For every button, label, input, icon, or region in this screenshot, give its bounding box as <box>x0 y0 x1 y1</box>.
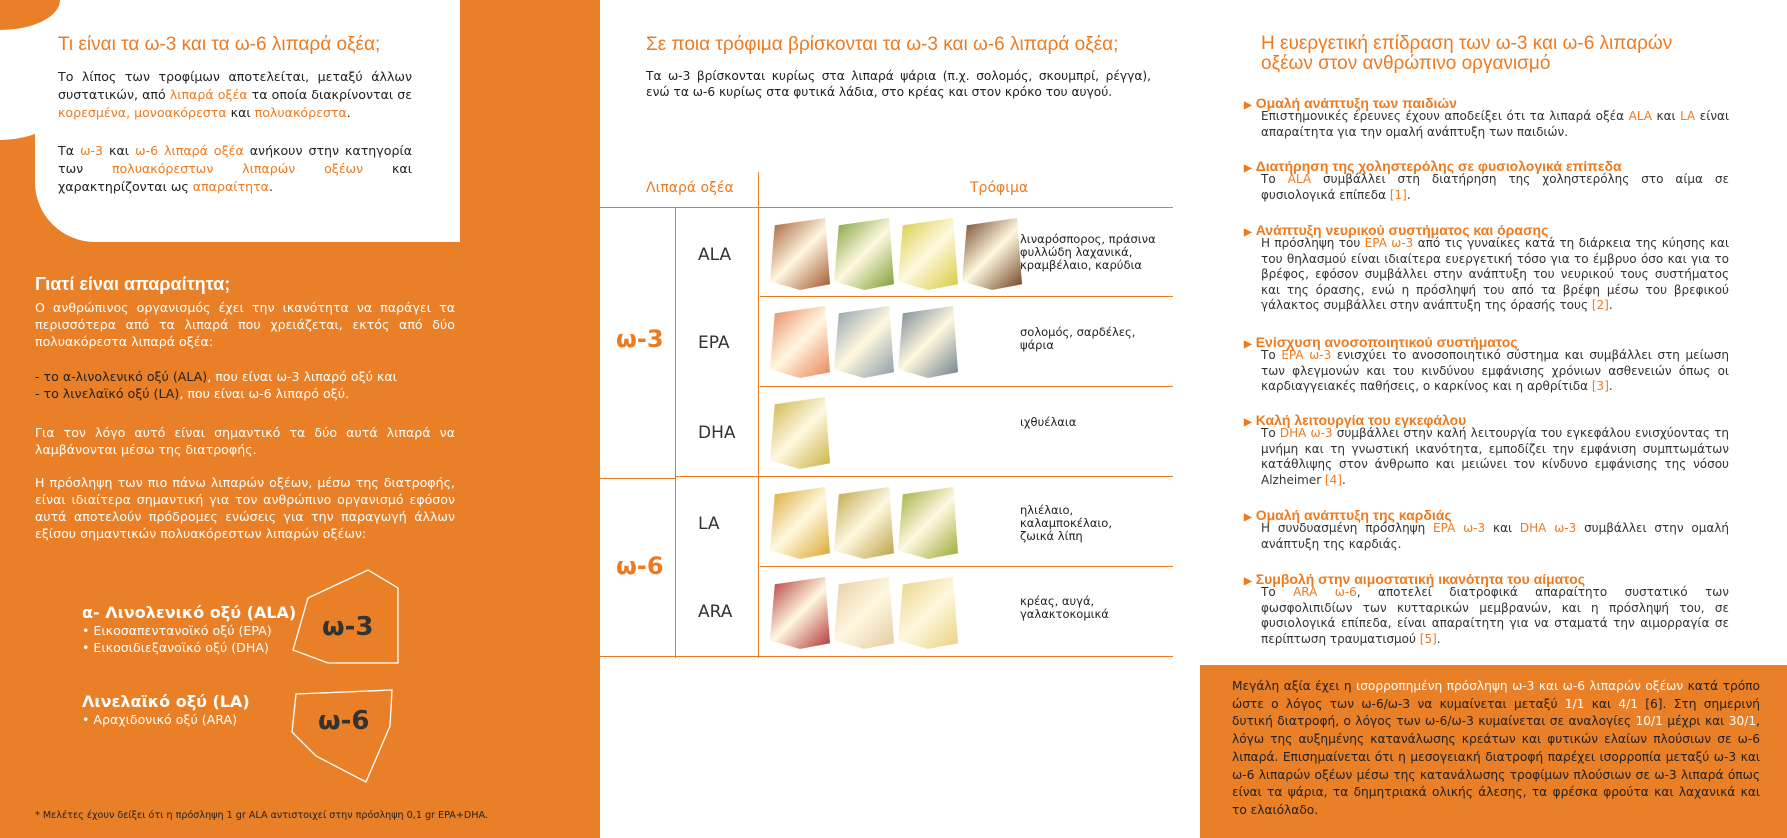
benefit-text: Το ARA ω-6, αποτελεί διατροφικά απαραίτητο συστατικό των φωσφολιπιδίων των κυτταρικών μεμβρανών, και η πρόσληψή του, σε φυσιολογικά επίπεδα, είναι απαραίτητη για να σταματά την αιμορραγία σε περίπτωση τραυματισμού [5]. <box>1261 585 1729 646</box>
bullet-icon: ▶ <box>1244 227 1252 238</box>
table-line <box>760 386 1173 387</box>
food-line: ιχθυέλαια <box>1020 415 1077 429</box>
food-line: καλαμποκέλαιο, <box>1020 516 1112 530</box>
table-line <box>758 172 759 658</box>
benefit-title: ▶ Ενίσχυση ανοσοποιητικού συστήματος <box>1244 334 1518 350</box>
food-image <box>834 218 894 290</box>
benefit-text: Η πρόσληψη του EPA ω-3 από τις γυναίκες κατά τη διάρκεια της κύησης και του θηλασμού είναι ιδιαίτερα ευεργετική τόσο για το έμβρυο όσο και για το βρέφος, εφόσον συμβάλλει στην ανάπτυξη του νευρικού τους συστήματος και της όρασης, ενώ η πρόσληψή του από τα βρέφη μέσω του βρεφικού γάλακτος συμβάλλει στην ανάπτυξη της όρασής τους [2]. <box>1261 236 1729 312</box>
acid-la: LA <box>698 514 720 534</box>
epa-item: • Εικοσαπεντανοϊκό οξύ (EPA) <box>82 623 272 638</box>
table-line <box>600 478 675 479</box>
foods-ala <box>1020 233 1156 272</box>
food-image <box>898 306 958 378</box>
table-line <box>760 296 1173 297</box>
food-line: ηλιέλαιο, <box>1020 503 1074 517</box>
food-image <box>898 218 958 290</box>
bullet-icon: ▶ <box>1244 163 1252 174</box>
bullet-icon: ▶ <box>1244 417 1252 428</box>
omega3-label: ω-3 <box>322 612 374 642</box>
benefit-title: ▶ Διατήρηση της χοληστερόλης σε φυσιολογικά επίπεδα <box>1244 158 1622 174</box>
images-ala <box>770 218 1022 290</box>
middle-title: Σε ποια τρόφιμα βρίσκονται τα ω-3 και ω-6 λιπαρά οξέα; <box>646 34 1119 55</box>
right-panel <box>1200 0 1787 838</box>
group-omega3: ω-3 <box>616 325 664 353</box>
why-paragraph-3: Η πρόσληψη των πιο πάνω λιπαρών οξέων, μέσω της διατροφής, είναι ιδιαίτερα σημαντική για τον ανθρώπινο οργανισμό εφόσον αυτά αποτελούν πρόδρομες ενώσεις για την παραγωγή άλλων εξίσου σημαντικών πολυακόρεστων λιπαρών οξέων: <box>35 475 455 541</box>
table-line <box>600 656 1173 657</box>
benefit-text: Επιστημονικές έρευνες έχουν αποδείξει ότι τα λιπαρά οξέα ALA και LA είναι απαραίτητα για την ομαλή ανάπτυξη των παιδιών. <box>1261 109 1730 139</box>
middle-intro: Τα ω-3 βρίσκονται κυρίως στα λιπαρά ψάρια (π.χ. σολομός, σκουμπρί, ρέγγα), ενώ τα ω-6 κυρίως στα φυτικά λάδια, στο κρέας και στον κρόκο του αυγού. <box>646 69 1151 99</box>
food-line: ζωικά λίπη <box>1020 529 1083 543</box>
benefit-text: Το DHA ω-3 συμβάλλει στην καλή λειτουργία του εγκεφάλου ενισχύοντας τη μνήμη και τη γνωστική ικανότητα, εμποδίζει την εμφάνιση συμπτωμάτων κατάθλιψης στον άνθρωπο και μειώνει τον κίνδυνο εμφάνισης της νόσου Alzheimer [4]. <box>1261 426 1729 487</box>
bottom-summary-text: Μεγάλη αξία έχει η ισορροπημένη πρόσληψη ω-3 και ω-6 λιπαρών οξέων κατά τρόπο ώστε ο λόγος των ω-6/ω-3 να κυμαίνεται μεταξύ 1/1 και 4/1 [6]. Στη σημερινή δυτική διατροφή, ο λόγος των ω-6/ω-3 κυμαίνεται σε αναλογίες 10/1 μέχρι και 30/1, λόγω της αυξημένης κατανάλωσης κρεάτων και φυτικών ελαίων πλούσιων σε ω-6 λιπαρά. Επισημαίνεται ότι η μεσογειακή διατροφή παρέχει ισορροπία μεταξύ ω-3 και ω-6 λιπαρών οξέων μέσω της κατανάλωσης τροφίμων πλούσιων σε ω-3 λιπαρά όπως είναι τα ψάρια, τα δημητριακά ολικής άλεσης, τα φρέσκα φρούτα και λαχανικά και το ελαιόλαδο. <box>1232 679 1760 817</box>
acid-ara: ARA <box>698 602 733 622</box>
table-line <box>760 566 1173 567</box>
bullet-icon: ▶ <box>1244 339 1252 350</box>
benefit-title: ▶ Ομαλή ανάπτυξη των παιδιών <box>1244 95 1457 111</box>
left-paragraph-2: Τα ω-3 και ω-6 λιπαρά οξέα ανήκουν στην κατηγορία των πολυακόρεστων λιπαρών οξέων και χαρακτηρίζονται ως απαραίτητα. <box>58 143 413 194</box>
left-panel <box>0 0 600 838</box>
table-line <box>675 208 676 658</box>
right-title-line-1: Η ευεργετική επίδραση των ω-3 και ω-6 λιπαρών <box>1261 33 1673 54</box>
bottom-summary-box <box>1200 665 1787 838</box>
acid-epa: EPA <box>698 333 730 353</box>
acid-ala: ALA <box>698 245 732 265</box>
food-line: λιναρόσπορος, πράσινα <box>1020 232 1156 246</box>
why-title: Γιατί είναι απαραίτητα; <box>35 274 231 294</box>
col-header-fats: Λιπαρά οξέα <box>646 180 734 196</box>
food-image <box>770 577 830 649</box>
footnote: * Μελέτες έχουν δείξει ότι η πρόσληψη 1 gr ALA αντιστοιχεί στην πρόσληψη 0,1 gr EPA+DHA. <box>35 810 488 821</box>
food-image <box>770 487 830 559</box>
food-line: κρέας, αυγά, <box>1020 594 1095 608</box>
table-line <box>675 476 1173 477</box>
food-image <box>898 487 958 559</box>
food-image <box>834 306 894 378</box>
food-line: σολομός, σαρδέλες, <box>1020 325 1136 339</box>
left-paragraph-1: Το λίπος των τροφίμων αποτελείται, μεταξύ άλλων συστατικών, από λιπαρά οξέα τα οποία διακρίνονται σε κορεσμένα, μονοακόρεστα και πολυακόρεστα. <box>58 69 413 120</box>
right-title <box>1261 34 1672 74</box>
benefit-text: Το EPA ω-3 ενισχύει το ανοσοποιητικό σύστημα και συμβάλλει στη μείωση των φλεγμονών και του κινδύνου εμφάνισης χρόνιων ασθενειών όπως οι καρδιαγγειακές παθήσεις, ο καρκίνος και η αρθρίτιδα [3]. <box>1261 348 1729 393</box>
food-image <box>898 577 958 649</box>
bullet-icon: ▶ <box>1244 576 1252 587</box>
acid-dha: DHA <box>698 423 736 443</box>
la-name: Λινελαϊκό οξύ (LA) <box>82 692 250 711</box>
benefit-title: ▶ Ομαλή ανάπτυξη της καρδιάς <box>1244 507 1452 523</box>
bullet-icon: ▶ <box>1244 100 1252 111</box>
images-la <box>770 487 958 559</box>
food-line: ψάρια <box>1020 338 1054 352</box>
foods-la <box>1020 504 1112 543</box>
why-paragraph-1: Ο ανθρώπινος οργανισμός έχει την ικανότητα να παράγει τα περισσότερα από τα λιπαρά που χρειάζεται, εκτός από δύο πολυακόρεστα λιπαρά οξέα: <box>35 300 455 349</box>
images-ara <box>770 577 958 649</box>
food-line: γαλακτοκομικά <box>1020 607 1109 621</box>
food-line: φυλλώδη λαχανικά, <box>1020 245 1133 259</box>
why-list-item-la: - το λινελαϊκό οξύ (LA), που είναι ω-6 λιπαρό οξύ. <box>35 386 349 401</box>
why-paragraph-2: Για τον λόγο αυτό είναι σημαντικό τα δύο αυτά λιπαρά να λαμβάνονται μέσω της διατροφής. <box>35 425 455 457</box>
omega6-family <box>82 692 250 728</box>
food-image <box>770 218 830 290</box>
images-epa <box>770 306 958 378</box>
foods-dha <box>1020 416 1076 429</box>
foods-ara <box>1020 595 1109 621</box>
benefit-title: ▶ Ανάπτυξη νευρικού συστήματος και όρασης <box>1244 222 1549 238</box>
omega6-label: ω-6 <box>318 706 370 736</box>
benefit-title: ▶ Καλή λειτουργία του εγκεφάλου <box>1244 412 1467 428</box>
middle-panel <box>600 0 1200 838</box>
images-dha <box>770 397 830 469</box>
bullet-icon: ▶ <box>1244 512 1252 523</box>
food-image <box>962 218 1022 290</box>
ara-item: • Αραχιδονικό οξύ (ARA) <box>82 712 238 727</box>
food-image <box>770 306 830 378</box>
table-line <box>600 207 1173 208</box>
why-list <box>35 368 455 402</box>
benefit-title: ▶ Συμβολή στην αιμοστατική ικανότητα του αίματος <box>1244 571 1585 587</box>
food-line: κραμβέλαιο, καρύδια <box>1020 258 1142 272</box>
ala-name: α- Λινολενικό οξύ (ALA) <box>82 603 297 622</box>
dha-item: • Εικοσιδιεξανοϊκό οξύ (DHA) <box>82 640 269 655</box>
food-image <box>770 397 830 469</box>
why-list-item-ala: - το α-λινολενικό οξύ (ALA), που είναι ω-3 λιπαρό οξύ και <box>35 369 397 384</box>
col-header-foods: Τρόφιμα <box>970 180 1029 196</box>
left-title: Τι είναι τα ω-3 και τα ω-6 λιπαρά οξέα; <box>58 34 381 55</box>
omega3-family <box>82 603 296 656</box>
group-omega6: ω-6 <box>616 552 664 580</box>
right-title-line-2: οξέων στον ανθρώπινο οργανισμό <box>1261 53 1551 74</box>
benefit-text: Η συνδυασμένη πρόσληψη EPA ω-3 και DHA ω-3 συμβάλλει στην ομαλή ανάπτυξη της καρδιάς. <box>1261 521 1729 551</box>
benefit-text: Το ALA συμβάλλει στη διατήρηση της χοληστερόλης στο αίμα σε φυσιολογικά επίπεδα [1]. <box>1261 172 1729 202</box>
food-image <box>834 487 894 559</box>
food-image <box>834 577 894 649</box>
foods-epa <box>1020 326 1135 352</box>
